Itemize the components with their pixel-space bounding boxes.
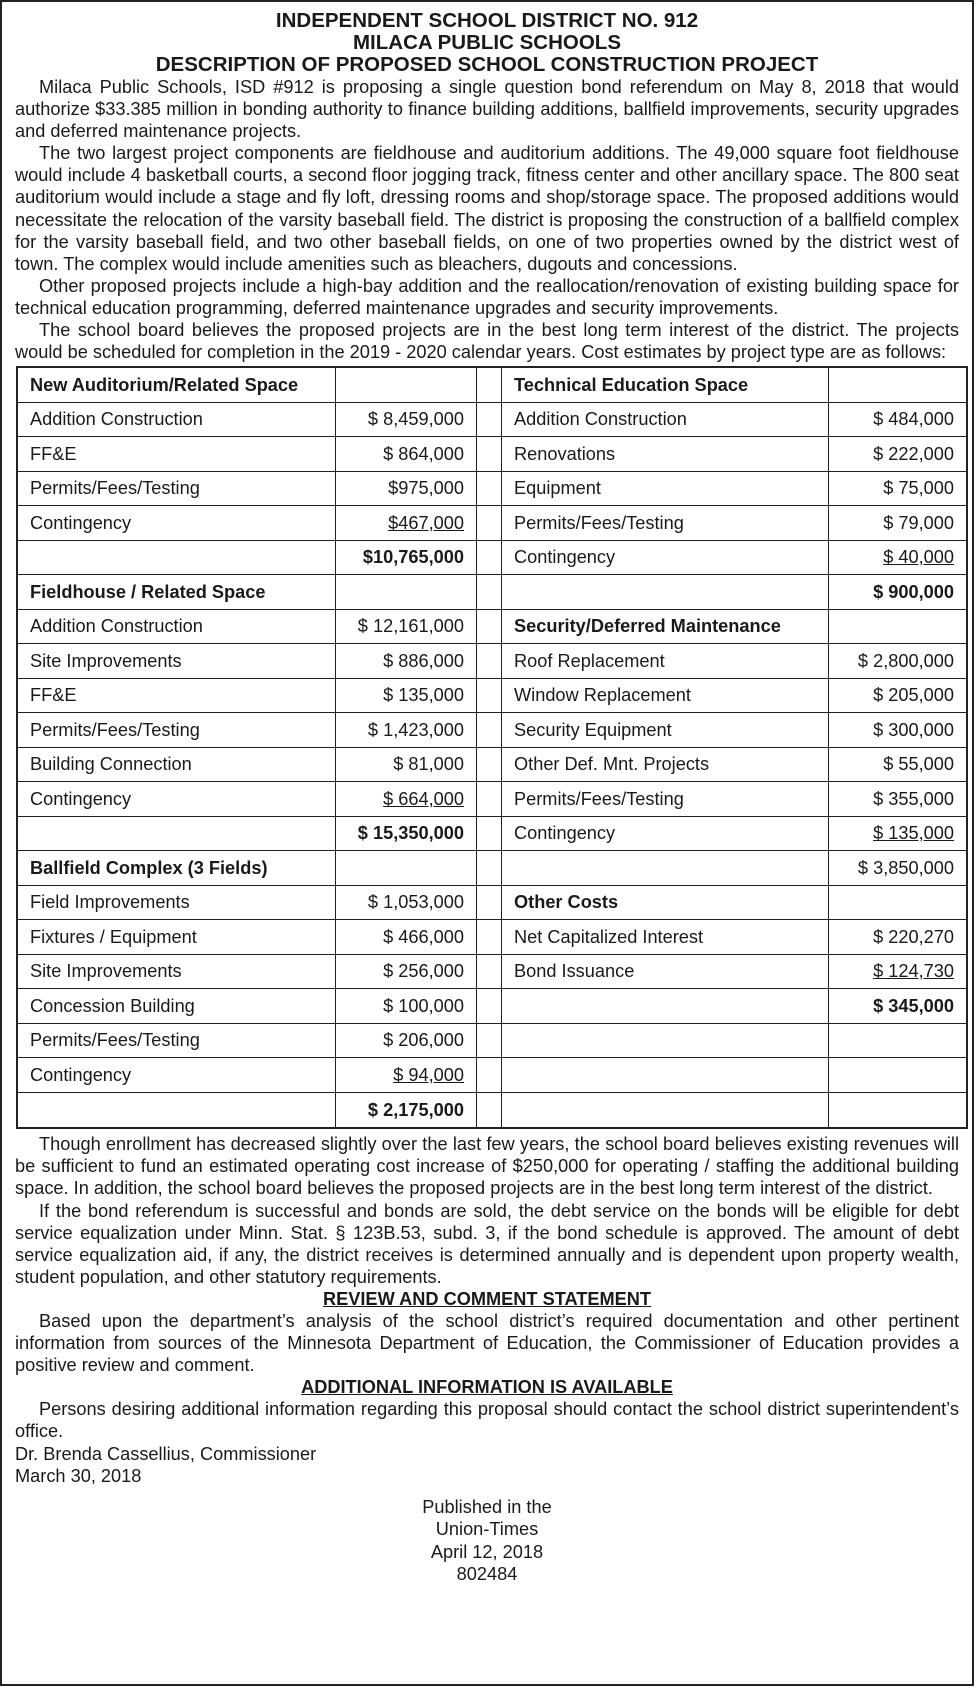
publication-id: 802484 <box>456 1564 518 1585</box>
table-row <box>18 575 966 610</box>
right-item-label: Contingency <box>502 541 829 576</box>
right-item-amount: $ 484,000 <box>829 403 966 438</box>
intro-paragraph: The school board believes the proposed projects are in the best long term interest of the district. The projects would be scheduled for completion in the 2019 - 2020 calendar years. Cost estimates by project type are as follows: <box>15 320 959 363</box>
table-row <box>18 437 966 472</box>
column-gap <box>477 368 502 403</box>
right-item-amount <box>829 955 966 990</box>
left-item-amount: $ 15,350,000 <box>336 817 477 852</box>
left-item-amount: $ 864,000 <box>336 437 477 472</box>
signature-name: Dr. Brenda Cassellius, Commissioner <box>15 1443 317 1464</box>
left-item-amount <box>336 368 477 403</box>
table-row <box>18 679 966 714</box>
right-item-label: Permits/Fees/Testing <box>502 506 829 541</box>
column-gap <box>477 851 502 886</box>
column-gap <box>477 920 502 955</box>
table-row <box>18 506 966 541</box>
left-item-label: Addition Construction <box>18 403 336 438</box>
left-item-label: Addition Construction <box>18 610 336 645</box>
left-item-label: Site Improvements <box>18 955 336 990</box>
left-item-amount: $ 256,000 <box>336 955 477 990</box>
publication-line: Published in the <box>422 1496 552 1517</box>
right-item-label: Technical Education Space <box>502 368 829 403</box>
column-gap <box>477 437 502 472</box>
left-item-label: FF&E <box>18 437 336 472</box>
column-gap <box>477 1024 502 1059</box>
intro-paragraph: The two largest project components are fieldhouse and auditorium additions. The 49,000 square foot fieldhouse would include 4 basketball courts, a second floor jogging track, fitness center and other ancillary space. The 800 seat auditorium would include a stage and fly loft, dressing rooms and shop/storage space. The proposed additions would necessitate the relocation of the varsity baseball field. The district is proposing the construction of a ballfield complex for the varsity baseball field, and two other baseball fields, on one of two properties owned by the district west of town. The complex would include amenities such as bleachers, dugouts and concessions. <box>15 143 959 274</box>
column-gap <box>477 989 502 1024</box>
table-row <box>18 920 966 955</box>
right-item-label: Contingency <box>502 817 829 852</box>
table-row <box>18 1058 966 1093</box>
right-item-amount: $ 75,000 <box>829 472 966 507</box>
right-item-label <box>502 1093 829 1128</box>
right-item-amount: $ 55,000 <box>829 748 966 783</box>
review-paragraph: Based upon the department’s analysis of the school district’s required documentation and other pertinent information from sources of the Minnesota Department of Education, the Commissioner of Education provides a positive review and comment. <box>15 1310 959 1376</box>
table-row <box>18 368 966 403</box>
column-gap <box>477 472 502 507</box>
column-gap <box>477 541 502 576</box>
left-item-label <box>18 541 336 576</box>
left-item-amount <box>336 1058 477 1093</box>
subtotal-underlined-amount: $ 124,730 <box>873 961 954 982</box>
right-item-label: Roof Replacement <box>502 644 829 679</box>
left-item-amount <box>336 782 477 817</box>
right-item-amount: $ 220,270 <box>829 920 966 955</box>
column-gap <box>477 713 502 748</box>
right-item-label: Equipment <box>502 472 829 507</box>
column-gap <box>477 610 502 645</box>
table-row <box>18 403 966 438</box>
table-row <box>18 989 966 1024</box>
column-gap <box>477 886 502 921</box>
right-item-label: Permits/Fees/Testing <box>502 782 829 817</box>
subtotal-underlined-amount: $ 94,000 <box>393 1064 464 1085</box>
right-item-label <box>502 1024 829 1059</box>
column-gap <box>477 506 502 541</box>
right-item-amount: $ 300,000 <box>829 713 966 748</box>
right-item-label: Net Capitalized Interest <box>502 920 829 955</box>
left-item-amount: $ 100,000 <box>336 989 477 1024</box>
right-item-amount: $ 2,800,000 <box>829 644 966 679</box>
review-heading: REVIEW AND COMMENT STATEMENT <box>322 1288 652 1309</box>
column-gap <box>477 1093 502 1128</box>
left-item-label: Permits/Fees/Testing <box>18 713 336 748</box>
left-item-label: Permits/Fees/Testing <box>18 1024 336 1059</box>
table-row <box>18 886 966 921</box>
project-title: DESCRIPTION OF PROPOSED SCHOOL CONSTRUCTION PROJECT <box>155 53 819 76</box>
left-item-amount <box>336 851 477 886</box>
right-item-amount: $ 3,850,000 <box>829 851 966 886</box>
school-title: MILACA PUBLIC SCHOOLS <box>352 31 621 54</box>
column-gap <box>477 817 502 852</box>
right-item-label: Security/Deferred Maintenance <box>502 610 829 645</box>
right-item-amount <box>829 1093 966 1128</box>
right-item-amount: $ 79,000 <box>829 506 966 541</box>
table-row <box>18 782 966 817</box>
intro-paragraph: Other proposed projects include a high-bay addition and the reallocation/renovation of existing building space for technical education programming, deferred maintenance upgrades and security improvements. <box>15 275 959 318</box>
left-item-label: Building Connection <box>18 748 336 783</box>
column-gap <box>477 1058 502 1093</box>
column-gap <box>477 644 502 679</box>
left-item-label: Contingency <box>18 782 336 817</box>
left-item-amount: $ 1,053,000 <box>336 886 477 921</box>
left-item-label <box>18 1093 336 1128</box>
right-item-amount <box>829 541 966 576</box>
table-row <box>18 748 966 783</box>
left-item-amount <box>336 575 477 610</box>
table-row <box>18 1093 966 1128</box>
left-item-amount: $ 2,175,000 <box>336 1093 477 1128</box>
right-item-label: Renovations <box>502 437 829 472</box>
table-row <box>18 817 966 852</box>
additional-info-paragraph: Persons desiring additional information regarding this proposal should contact the school district superintendent’s office. <box>15 1399 959 1442</box>
left-item-amount: $975,000 <box>336 472 477 507</box>
right-item-label: Other Costs <box>502 886 829 921</box>
right-item-amount <box>829 610 966 645</box>
right-item-amount <box>829 817 966 852</box>
right-item-amount <box>829 1024 966 1059</box>
column-gap <box>477 575 502 610</box>
right-item-label <box>502 1058 829 1093</box>
table-row <box>18 713 966 748</box>
right-item-label: Bond Issuance <box>502 955 829 990</box>
left-item-amount: $ 8,459,000 <box>336 403 477 438</box>
left-item-amount: $ 886,000 <box>336 644 477 679</box>
right-item-amount <box>829 368 966 403</box>
table-row <box>18 472 966 507</box>
subtotal-underlined-amount: $ 664,000 <box>383 788 464 809</box>
left-item-amount: $ 135,000 <box>336 679 477 714</box>
right-item-amount: $ 222,000 <box>829 437 966 472</box>
left-item-label: Field Improvements <box>18 886 336 921</box>
left-item-label: Site Improvements <box>18 644 336 679</box>
right-item-label: Addition Construction <box>502 403 829 438</box>
intro-paragraph: Milaca Public Schools, ISD #912 is proposing a single question bond referendum on May 8, 2018 that would authorize $33.385 million in bonding authority to finance building additions, ballfield improvements, security upgrades and deferred maintenance projects. <box>15 77 959 142</box>
left-item-label: Permits/Fees/Testing <box>18 472 336 507</box>
additional-info-heading: ADDITIONAL INFORMATION IS AVAILABLE <box>301 1377 673 1398</box>
body-paragraph: If the bond referendum is successful and bonds are sold, the debt service on the bonds will be eligible for debt service equalization under Minn. Stat. § 123B.53, subd. 3, if the bond schedule is approved. The amount of debt service equalization aid, if any, the district receives is determined annually and is dependent upon property wealth, student population, and other statutory requirements. <box>15 1200 959 1287</box>
left-item-label: Ballfield Complex (3 Fields) <box>18 851 336 886</box>
right-item-amount: $ 345,000 <box>829 989 966 1024</box>
right-item-amount: $ 900,000 <box>829 575 966 610</box>
right-item-label <box>502 989 829 1024</box>
right-item-label <box>502 851 829 886</box>
left-item-amount <box>336 506 477 541</box>
district-title: INDEPENDENT SCHOOL DISTRICT NO. 912 <box>275 9 699 32</box>
left-item-label: Contingency <box>18 506 336 541</box>
left-item-label: Concession Building <box>18 989 336 1024</box>
left-item-label: Fieldhouse / Related Space <box>18 575 336 610</box>
left-item-amount: $ 12,161,000 <box>336 610 477 645</box>
right-item-label: Other Def. Mnt. Projects <box>502 748 829 783</box>
column-gap <box>477 403 502 438</box>
body-paragraph: Though enrollment has decreased slightly over the last few years, the school board believes existing revenues will be sufficient to fund an estimated operating cost increase of $250,000 for operating / staffing the additional building space. In addition, the school board believes the proposed projects are in the best long term interest of the district. <box>15 1134 959 1199</box>
left-item-label <box>18 817 336 852</box>
left-item-amount: $ 466,000 <box>336 920 477 955</box>
column-gap <box>477 955 502 990</box>
cost-estimate-table <box>16 366 968 1129</box>
column-gap <box>477 782 502 817</box>
left-item-label: New Auditorium/Related Space <box>18 368 336 403</box>
table-row <box>18 955 966 990</box>
column-gap <box>477 748 502 783</box>
publication-block <box>15 1496 959 1586</box>
right-item-amount <box>829 886 966 921</box>
table-row <box>18 541 966 576</box>
right-item-label <box>502 575 829 610</box>
left-item-label: Fixtures / Equipment <box>18 920 336 955</box>
column-gap <box>477 679 502 714</box>
table-row <box>18 610 966 645</box>
right-item-label: Window Replacement <box>502 679 829 714</box>
publication-paper: Union-Times <box>435 1519 539 1540</box>
right-item-amount <box>829 1058 966 1093</box>
left-item-label: FF&E <box>18 679 336 714</box>
publication-date: April 12, 2018 <box>430 1541 544 1562</box>
table-row <box>18 1024 966 1059</box>
right-item-amount: $ 205,000 <box>829 679 966 714</box>
left-item-amount: $ 81,000 <box>336 748 477 783</box>
left-item-amount: $ 206,000 <box>336 1024 477 1059</box>
left-item-amount: $10,765,000 <box>336 541 477 576</box>
table-row <box>18 851 966 886</box>
subtotal-underlined-amount: $ 135,000 <box>873 823 954 844</box>
notice-title-block <box>15 10 959 76</box>
left-item-label: Contingency <box>18 1058 336 1093</box>
left-item-amount: $ 1,423,000 <box>336 713 477 748</box>
subtotal-underlined-amount: $ 40,000 <box>883 547 954 568</box>
signature-date: March 30, 2018 <box>15 1465 142 1486</box>
right-item-amount: $ 355,000 <box>829 782 966 817</box>
right-item-label: Security Equipment <box>502 713 829 748</box>
table-row <box>18 644 966 679</box>
subtotal-underlined-amount: $467,000 <box>388 512 464 533</box>
